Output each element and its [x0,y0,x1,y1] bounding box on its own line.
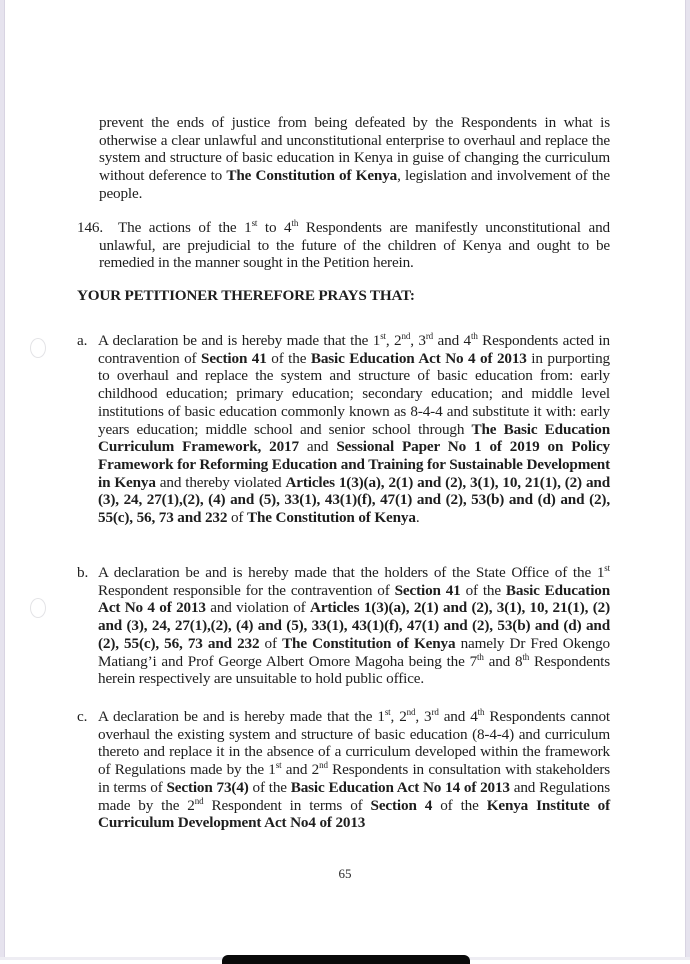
prayer-text: of [259,634,283,652]
paragraph-text: , legislation and involvement of the people. [99,167,610,202]
punch-hole-icon [30,598,46,618]
bold-reference: The Constitution of Kenya [246,509,416,527]
right-page-edge [685,0,690,960]
prayer-content [98,332,610,527]
paragraph-text: Respondents are manifestly unconstitutional and unlawful, are prejudicial to the future of the children of Kenya and ought to be remedied in the manner sought in the Petition herein. [99,219,610,272]
prayer-text: of the [460,581,506,599]
prayer-text: in purporting to overhaul and replace the system and structure of basic education from: early childhood education; primary education; secondary education; and middle level institutions of basic education commonly known as 8-4-4 and substitute it with: early years education; middle school and senior school through [98,349,610,438]
prayer-text: and thereby violated [155,473,286,491]
prayer-text: Respondents in consultation with stakeholders in terms of [98,761,610,796]
prayer-content [98,708,610,832]
prayer-text: Respondent responsible for the contravention of [98,581,395,599]
ordinal-suffix: rd [431,707,439,717]
prayer-text: and violation of [205,599,311,617]
ordinal-suffix: th [470,331,478,341]
prayer-text: and 4 [438,708,478,725]
ordinal-suffix: rd [425,331,434,341]
ordinal-suffix: nd [401,331,411,341]
ordinal-suffix: nd [406,707,416,717]
bold-reference: Basic Education Act No 4 of 2013 [310,349,527,367]
paragraph-body [99,219,610,272]
prayer-item-a [77,332,610,527]
prayer-text: , 3 [410,332,426,349]
prayer-text: . [415,509,420,527]
bold-reference: Sessional Paper No 1 of 2019 on Policy Framework for Reforming Education and Training for Sustainable Development in Kenya [98,438,610,491]
bold-reference: Articles 1(3)(a), 2(1) and (2), 3(1), 10, 21(1), (2) and (3), 24, 27(1),(2), (4) and (5), 33(1), 43(1)(f), 47(1) and (2), 53(b) and (d) and (2), 55(c), 56, 73 and 232 [98,599,610,652]
bold-reference: Basic Education Act No 4 of 2013 [98,581,611,617]
bold-reference: Section 4 [370,796,433,814]
prayer-text: , 2 [385,332,402,349]
prayer-text: A declaration be and is hereby made that the holders of the State Office of the 1 [98,564,605,581]
bold-reference: Basic Education Act No 14 of 2013 [290,778,510,796]
ordinal-suffix: st [275,760,282,771]
paragraph-text: prevent the ends of justice from being defeated by the Respondents in what is otherwise a clear unlawful and unconstitutional enterprise to overhaul and replace the system and structure of basic education in Kenya in guise of changing the curriculum without deference to [99,114,610,185]
page-number: 65 [338,866,352,881]
bold-reference: Section 41 [201,349,267,367]
prayer-text: of the [248,778,291,796]
continuation-paragraph [99,114,610,203]
prayer-text: A declaration be and is hereby made that the 1 [98,708,385,725]
bold-reference: The Constitution of Kenya [282,634,456,652]
prayer-heading: YOUR PETITIONER THEREFORE PRAYS THAT: [77,287,415,304]
paragraph-text: to 4 [257,219,292,236]
ordinal-suffix: nd [194,795,204,806]
prayer-text: of the [266,349,311,367]
bold-reference: The Constitution of Kenya [226,167,398,185]
prayer-text: and [298,438,337,456]
bold-reference: Section 73(4) [166,778,249,796]
prayer-text: of the [432,796,487,814]
prayer-text: , 3 [415,708,432,725]
bold-reference: The Basic Education Curriculum Framework, 2017 [98,420,610,456]
prayer-text: and 8 [483,652,523,670]
prayer-text: and 4 [433,332,471,349]
prayer-label: a. [77,332,88,349]
left-page-edge [0,0,5,960]
prayer-item-c [77,708,610,832]
ordinal-suffix: st [604,563,610,573]
paragraph-number: 146. [77,219,103,236]
prayer-label: c. [77,708,88,725]
prayer-text: , 2 [390,708,407,725]
bold-reference: Kenya Institute of Curriculum Development Act No4 of 2013 [98,796,610,832]
ordinal-suffix: th [291,218,299,228]
prayer-label: b. [77,564,89,581]
prayer-text: and 2 [281,761,320,779]
paragraph-text: The actions of the 1 [118,219,252,236]
prayer-content [98,564,610,688]
prayer-text: Respondents herein respectively are unsuitable to hold public office. [98,652,611,688]
prayer-text: of [227,509,247,527]
prayer-text: Respondents cannot overhaul the existing system and structure of basic education (8-4-4) and curriculum thereto and replace it in the absence of a curriculum developed within the framework of Regulations made by the 1 [98,708,610,779]
prayer-text: namely Dr Fred Okengo Matiang’i and Prof George Albert Omore Magoha being the 7 [98,634,610,670]
ordinal-suffix: th [522,651,530,662]
ordinal-suffix: st [380,331,386,341]
prayer-text: Respondents acted in contravention of [98,332,610,367]
ordinal-suffix: st [384,707,391,717]
paragraph-146 [77,219,610,272]
punch-hole-icon [30,338,46,358]
ordinal-suffix: nd [319,760,328,771]
prayer-text: A declaration be and is hereby made that the 1 [98,332,381,349]
prayer-text: Respondent in terms of [203,796,371,814]
bold-reference: Articles 1(3)(a), 2(1) and (2), 3(1), 10, 21(1), (2) and (3), 24, 27(1),(2), (4) and (5), 33(1), 43(1)(f), 47(1) and (2), 53(b) and (d) and (2), 55(c), 56, 73 and 232 [98,473,610,527]
ordinal-suffix: th [477,707,485,717]
ordinal-suffix: th [477,651,484,662]
prayer-item-b [77,564,610,688]
prayer-text: and Regulations made by the 2 [98,778,610,814]
ordinal-suffix: st [251,218,258,228]
bold-reference: Section 41 [394,581,461,599]
